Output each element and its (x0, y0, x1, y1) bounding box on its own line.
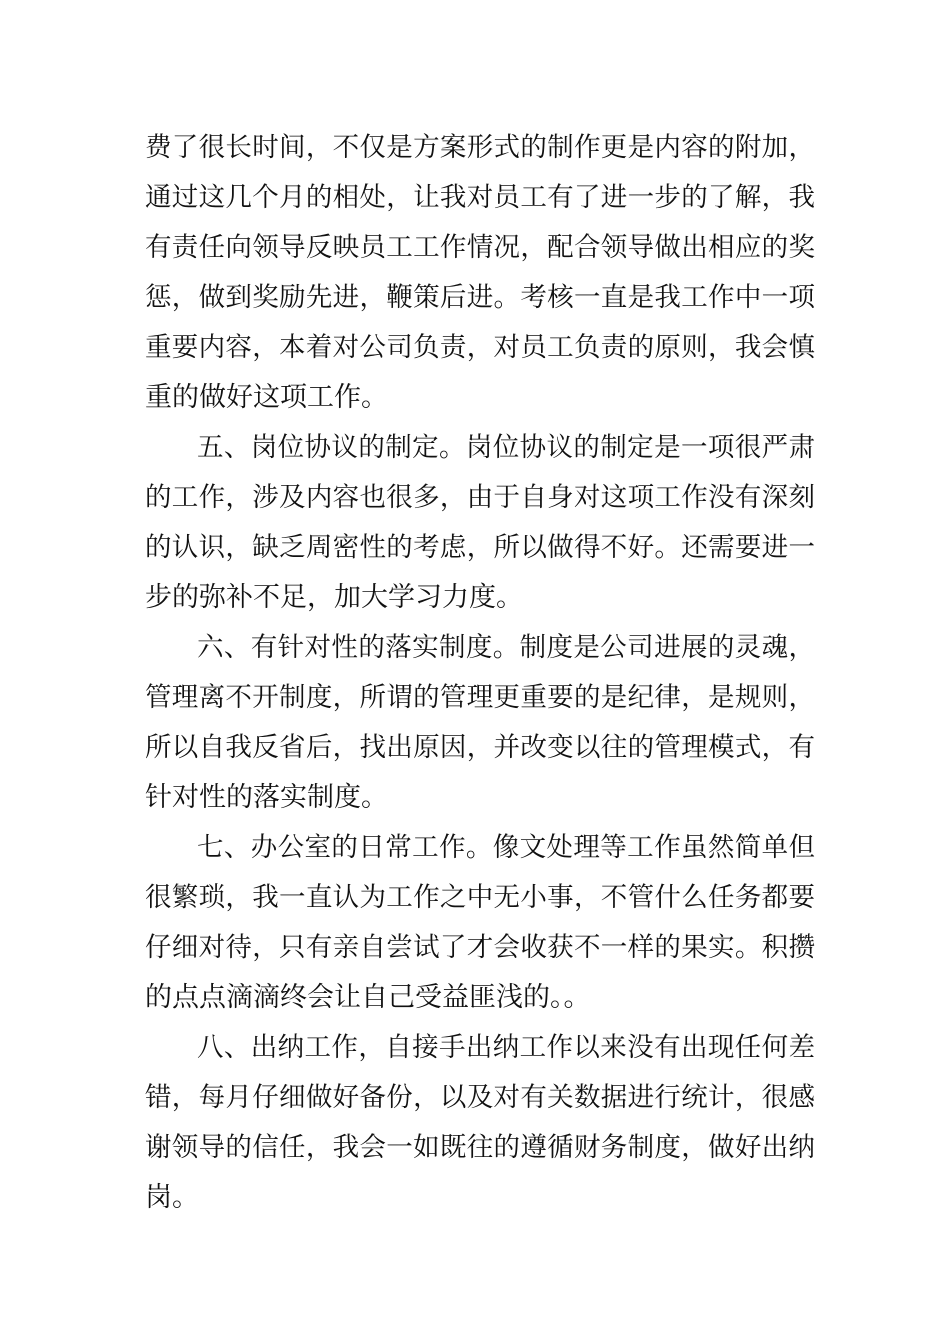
text-line: 的认识，缺乏周密性的考虑，所以做得不好。还需要进一 (145, 532, 815, 563)
text-line: 所以自我反省后，找出原因，并改变以往的管理模式，有 (145, 732, 815, 763)
text-line: 错，每月仔细做好备份，以及对有关数据进行统计，很感 (145, 1082, 815, 1113)
text-line: 七、办公室的日常工作。像文处理等工作虽然简单但 (197, 832, 815, 863)
text-line: 很繁琐，我一直认为工作之中无小事，不管什么任务都要 (145, 882, 815, 913)
text-line: 的工作，涉及内容也很多，由于自身对这项工作没有深刻 (145, 482, 815, 513)
text-line: 针对性的落实制度。 (145, 782, 388, 813)
text-line: 步的弥补不足，加大学习力度。 (145, 582, 523, 613)
text-line: 重要内容，本着对公司负责，对员工负责的原则，我会慎 (145, 332, 815, 363)
text-line: 通过这几个月的相处，让我对员工有了进一步的了解，我 (145, 182, 815, 213)
text-line: 岗。 (145, 1182, 199, 1213)
text-line: 管理离不开制度，所谓的管理更重要的是纪律，是规则， (145, 682, 815, 713)
text-line: 费了很长时间，不仅是方案形式的制作更是内容的附加， (145, 132, 815, 163)
text-line: 六、有针对性的落实制度。制度是公司进展的灵魂， (197, 632, 815, 663)
text-line: 的点点滴滴终会让自己受益匪浅的。。 (145, 982, 591, 1013)
text-line: 八、出纳工作，自接手出纳工作以来没有出现任何差 (197, 1032, 815, 1063)
text-line: 惩，做到奖励先进，鞭策后进。考核一直是我工作中一项 (145, 282, 815, 313)
text-line: 仔细对待，只有亲自尝试了才会收获不一样的果实。积攒 (145, 932, 815, 963)
text-line: 重的做好这项工作。 (145, 382, 388, 413)
text-line: 谢领导的信任，我会一如既往的遵循财务制度，做好出纳 (145, 1132, 815, 1163)
text-line: 五、岗位协议的制定。岗位协议的制定是一项很严肃 (197, 432, 815, 463)
text-line: 有责任向领导反映员工工作情况，配合领导做出相应的奖 (145, 232, 815, 263)
